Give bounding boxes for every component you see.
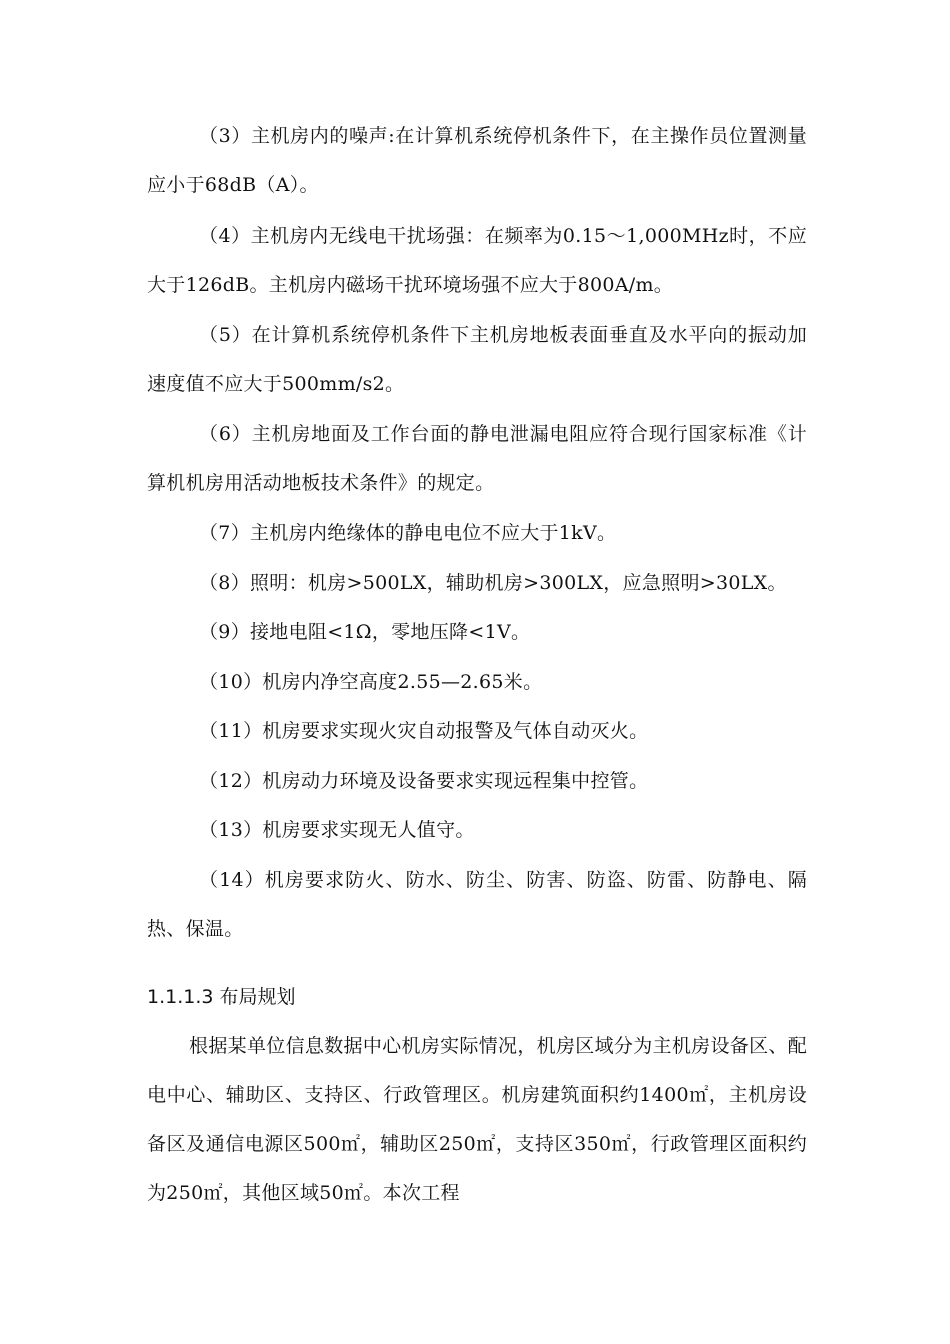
- paragraph-static-potential: （7）主机房内绝缘体的静电电位不应大于1kV。: [199, 522, 617, 544]
- paragraph-layout-plan: 根据某单位信息数据中心机房实际情况，机房区域分为主机房设备区、配电中心、辅助区、支持区、行政管理区。机房建筑面积约1400㎡，主机房设备区及通信电源区500㎡，辅助区250㎡，支持区350㎡，行政管理区面积约为250㎡，其他区域50㎡。本次工程: [147, 1035, 807, 1204]
- paragraph-clear-height: （10）机房内净空高度2.55—2.65米。: [199, 671, 543, 693]
- paragraph-fire-alarm: （11）机房要求实现火灾自动报警及气体自动灭火。: [199, 720, 649, 742]
- paragraph-radio-interference: （4）主机房内无线电干扰场强：在频率为0.15～1,000MHz时，不应大于126dB。主机房内磁场干扰环境场强不应大于800A/m。: [147, 225, 807, 296]
- section-heading: 1.1.1.3 布局规划: [147, 986, 296, 1008]
- paragraph-lighting: （8）照明：机房>500LX，辅助机房>300LX，应急照明>30LX。: [199, 572, 787, 594]
- paragraph-grounding: （9）接地电阻<1Ω，零地压降<1V。: [199, 621, 531, 643]
- paragraph-protection: （14）机房要求防火、防水、防尘、防害、防盗、防雷、防静电、隔热、保温。: [147, 869, 807, 940]
- paragraph-remote-control: （12）机房动力环境及设备要求实现远程集中控管。: [199, 770, 649, 792]
- paragraph-static-leakage: （6）主机房地面及工作台面的静电泄漏电阻应符合现行国家标准《计算机机房用活动地板技术条件》的规定。: [147, 423, 807, 494]
- paragraph-vibration: （5）在计算机系统停机条件下主机房地板表面垂直及水平向的振动加速度值不应大于500mm/s2。: [147, 324, 807, 395]
- paragraph-noise: （3）主机房内的噪声:在计算机系统停机条件下，在主操作员位置测量应小于68dB（A）。: [147, 125, 807, 196]
- paragraph-unattended: （13）机房要求实现无人值守。: [199, 819, 475, 841]
